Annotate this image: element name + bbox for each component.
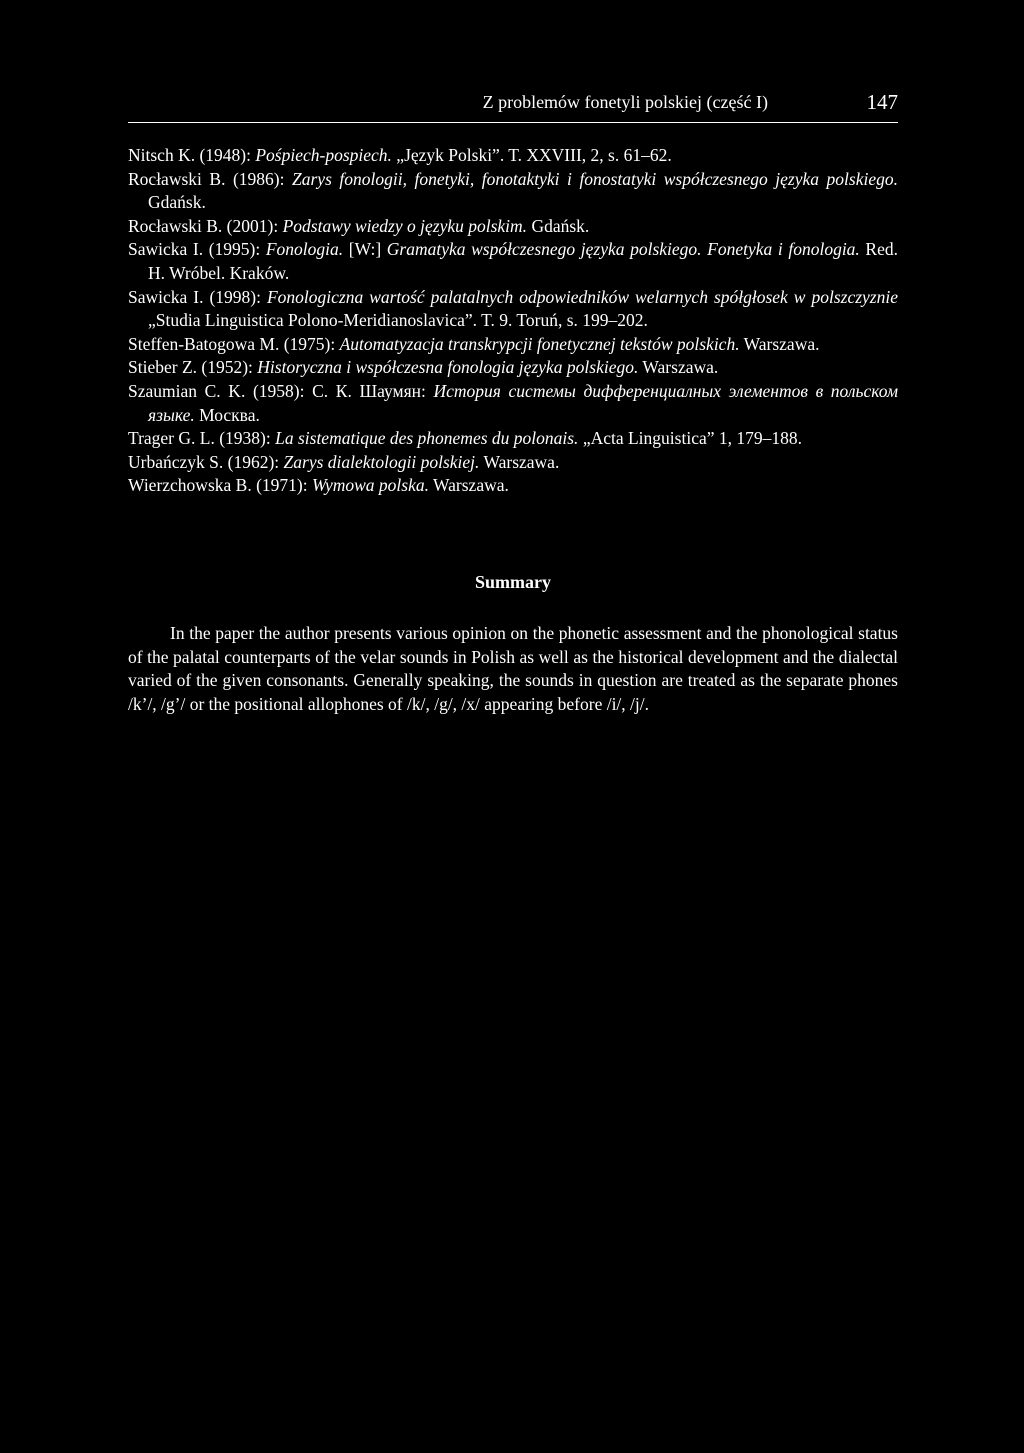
reference-author: Rocławski B. (2001): (128, 215, 283, 236)
page-header (128, 88, 898, 123)
reference-author: Wierzchowska B. (1971): (128, 475, 312, 496)
reference-details: Warszawa. (638, 357, 719, 378)
reference-title: La sistematique des phonemes du polonais. (275, 428, 579, 449)
reference-details: Red. H. Wróbel. Kraków. (148, 239, 898, 283)
reference-author: Sawicka I. (1998): (128, 286, 267, 307)
bibliography (128, 144, 898, 498)
reference-entry (128, 286, 898, 333)
page-number: 147 (866, 90, 898, 114)
summary-paragraph: In the paper the author presents various opinion on the phonetic assessment and the phonological status of the palatal counterparts of the velar sounds in Polish as well as the historical development and the dialectal varied of the given consonants. Generally speaking, the sounds in question are treated as the separate phones /k’/, /g’/ or the positional allophones of /k/, /g/, /x/ appearing before /i/, /j/. (128, 623, 898, 714)
reference-entry (128, 144, 898, 168)
reference-entry (128, 333, 898, 357)
reference-author: Rocławski B. (1986): (128, 168, 293, 189)
reference-details: „Studia Linguistica Polono-Meridianoslavica”. T. 9. Toruń, s. 199–202. (148, 310, 648, 331)
reference-entry (128, 474, 898, 498)
reference-title: Zarys dialektologii polskiej. (283, 451, 480, 472)
reference-entry (128, 168, 898, 215)
reference-title: Fonologiczna wartość palatalnych odpowiedników welarnych spółgłosek w polszczyznie (266, 286, 898, 307)
reference-author: Trager G. L. (1938): (128, 428, 276, 449)
reference-details: Warszawa. (739, 333, 820, 354)
reference-entry (128, 380, 898, 427)
reference-author: Sawicka I. (1995): (128, 239, 266, 260)
reference-details: Gdańsk. (527, 215, 590, 236)
summary-heading: Summary (475, 572, 551, 592)
reference-entry (128, 427, 898, 451)
reference-title: Gramatyka współczesnego języka polskiego. Fonetyka i fonologia. (386, 239, 860, 260)
reference-entry (128, 215, 898, 239)
reference-details: Warszawa. (479, 451, 560, 472)
reference-title: Automatyzacja transkrypcji fonetycznej tekstów polskich. (339, 333, 740, 354)
reference-details: Москва. (194, 404, 260, 425)
reference-details: Gdańsk. (148, 192, 206, 213)
reference-connector: [W:] (343, 239, 387, 260)
reference-author: Steffen-Batogowa M. (1975): (128, 333, 340, 354)
reference-title: Zarys fonologii, fonetyki, fonotaktyki i fonostatyki współczesnego języka polskiego. (292, 168, 898, 189)
reference-author: Szaumian C. K. (1958): С. К. Шаумян: (128, 380, 434, 401)
reference-title: История системы дифференциалных элементов в польском языке. (148, 380, 898, 425)
reference-author: Urbańczyk S. (1962): (128, 451, 284, 472)
running-title: Z problemów fonetyli polskiej (część I) (482, 92, 768, 112)
reference-details: „Język Polski”. T. XXVIII, 2, s. 61–62. (391, 145, 672, 165)
reference-title: Podstawy wiedzy o języku polskim. (282, 215, 528, 236)
reference-entry (128, 238, 898, 285)
reference-entry (128, 356, 898, 380)
reference-details: Warszawa. (428, 475, 509, 496)
reference-title: Historyczna i współczesna fonologia języka polskiego. (257, 357, 639, 378)
reference-title: Pośpiech-pospiech. (255, 145, 392, 165)
reference-author: Nitsch K. (1948): (128, 145, 256, 165)
reference-details: „Acta Linguistica” 1, 179–188. (578, 428, 802, 449)
reference-title: Fonologia. (265, 239, 344, 260)
reference-entry (128, 451, 898, 475)
reference-author: Stieber Z. (1952): (128, 357, 258, 378)
reference-title: Wymowa polska. (311, 475, 429, 496)
